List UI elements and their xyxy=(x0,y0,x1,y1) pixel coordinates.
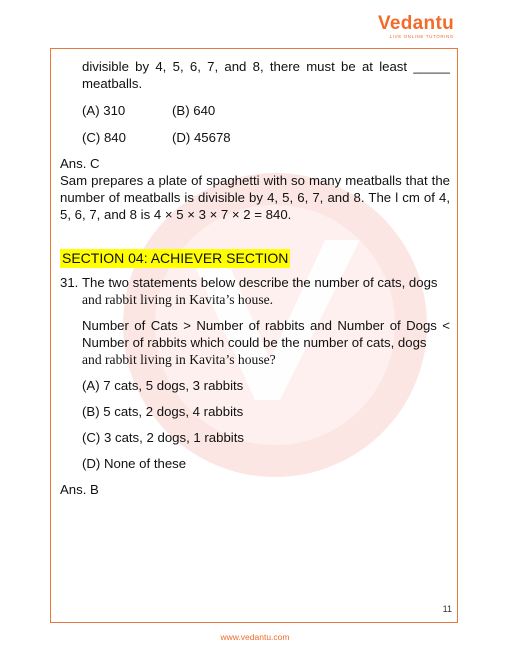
q31-option-c: (C) 3 cats, 2 dogs, 1 rabbits xyxy=(82,430,244,445)
question-31-para2: Number of Cats > Number of rabbits and Number of Dogs < Number of rabbits which could be the number of cats, dogs xyxy=(82,318,450,350)
vedantu-logo xyxy=(378,14,454,39)
question-31-para2-serif: and rabbit living in Kavita’s house? xyxy=(82,352,276,367)
question-31 xyxy=(60,274,450,308)
footer-url[interactable]: www.vedantu.com xyxy=(220,632,290,642)
question-continuation: divisible by 4, 5, 6, 7, and 8, there must be at least _____ meatballs. xyxy=(82,59,450,91)
answer-31: Ans. B xyxy=(60,482,99,497)
q31-option-d: (D) None of these xyxy=(82,456,187,471)
question-number: 31. xyxy=(60,275,79,290)
options-row-1 xyxy=(60,102,450,119)
option-c: (C) 840 xyxy=(82,130,126,145)
logo-tagline: LIVE ONLINE TUTORING xyxy=(389,34,454,39)
question-31-line1-serif: and rabbit living in Kavita’s house. xyxy=(82,292,274,307)
explanation-prev: Sam prepares a plate of spaghetti with so many meatballs that the number of meatballs is divisible by 4, 5, 6, 7, and 8. The l cm of 4, 5, 6, 7, and 8 is 4 × 5 × 3 × 7 × 2 = 840. xyxy=(60,173,450,222)
option-a: (A) 310 xyxy=(82,103,126,118)
logo-wordmark: Vedantu xyxy=(377,13,454,34)
section-title: SECTION 04: ACHIEVER SECTION xyxy=(62,250,289,266)
option-d: (D) 45678 xyxy=(172,130,231,145)
page-number: 11 xyxy=(442,604,452,614)
q31-option-a: (A) 7 cats, 5 dogs, 3 rabbits xyxy=(82,378,244,393)
question-31-statement xyxy=(60,317,450,368)
question-31-line1: The two statements below describe the number of cats, dogs xyxy=(82,275,438,290)
options-row-2 xyxy=(60,129,450,146)
option-b: (B) 640 xyxy=(172,103,216,118)
page-content xyxy=(60,58,450,498)
q31-option-b: (B) 5 cats, 2 dogs, 4 rabbits xyxy=(82,404,244,419)
answer-prev: Ans. C xyxy=(60,156,100,171)
